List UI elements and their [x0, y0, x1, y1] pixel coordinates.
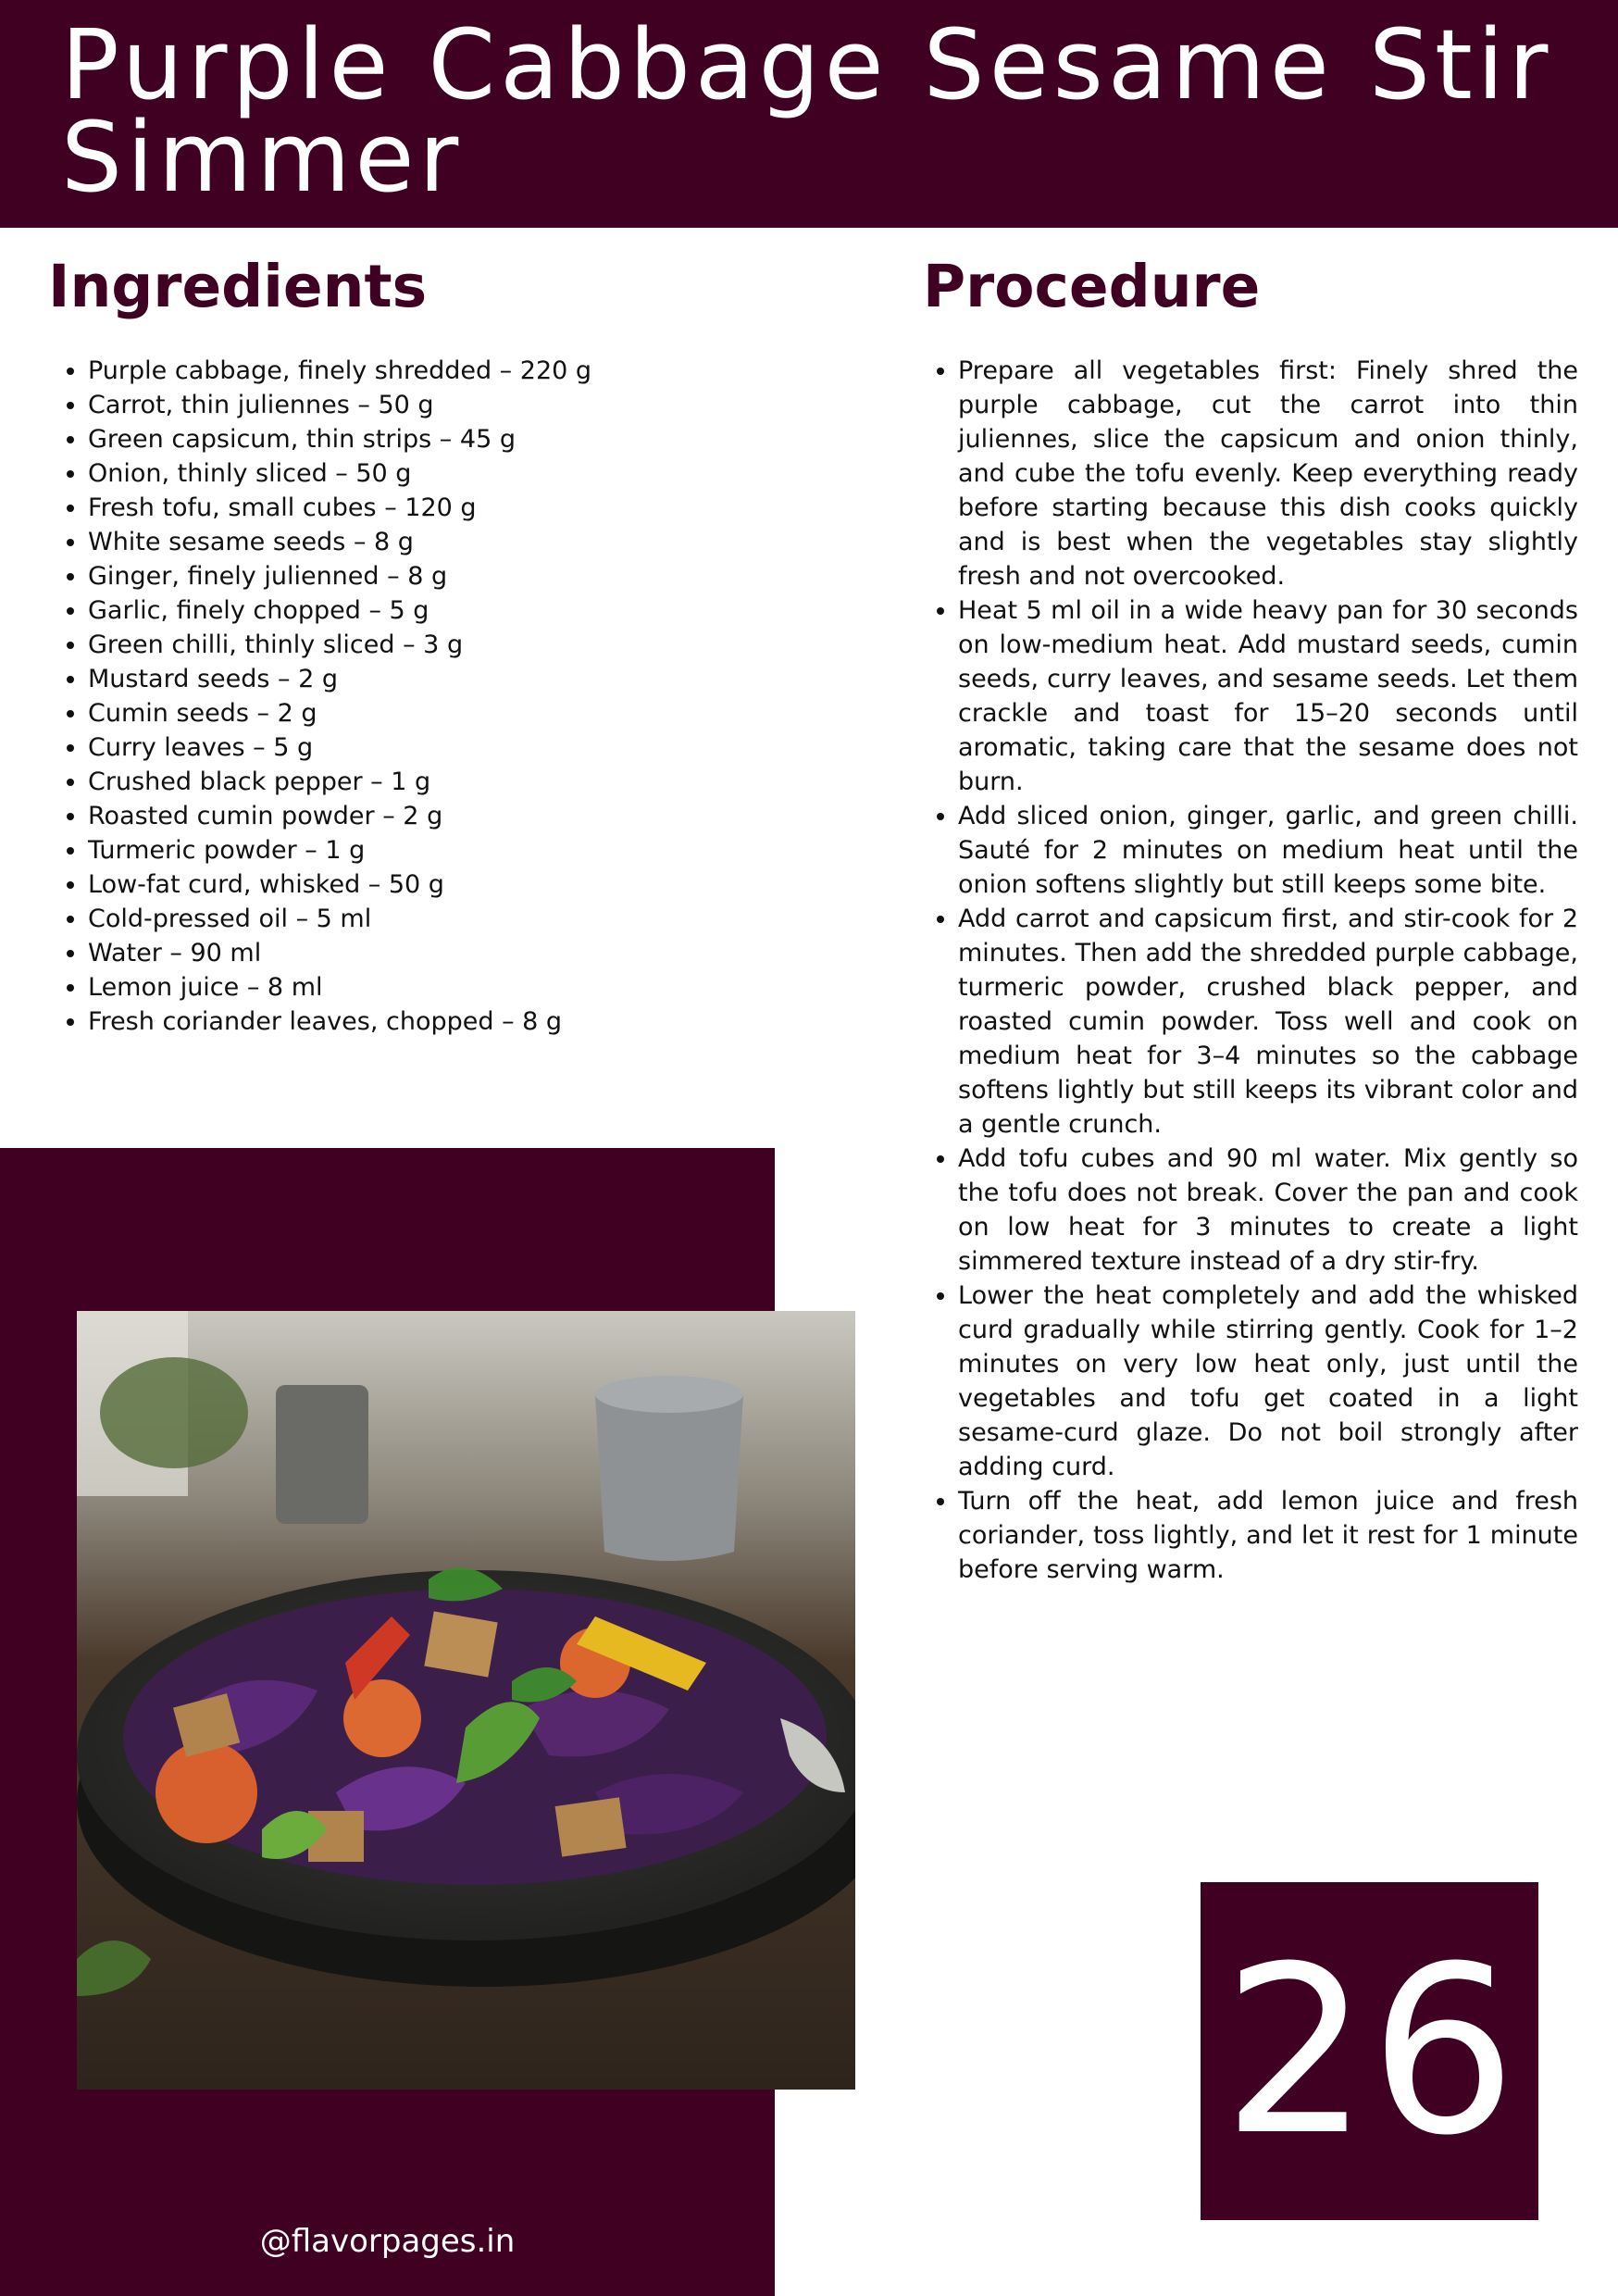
ingredient-item: • Fresh tofu, small cubes – 120 g: [88, 491, 680, 525]
ingredient-item: • Mustard seeds – 2 g: [88, 662, 680, 696]
procedure-step: • Heat 5 ml oil in a wide heavy pan for 30 seconds on low-medium heat. Add mustard seeds, cumin seeds, curry leaves, and sesame seeds. Let them crackle and toast for 15–20 seconds until aromatic, taking care that the sesame does not burn.: [958, 593, 1578, 799]
procedure-step: • Turn off the heat, add lemon juice and fresh coriander, toss lightly, and let it rest for 1 minute before serving warm.: [958, 1484, 1578, 1587]
ingredient-item: • Curry leaves – 5 g: [88, 730, 680, 765]
procedure-step: • Prepare all vegetables first: Finely shred the purple cabbage, cut the carrot into thin juliennes, slice the capsicum and onion thinly, and cube the tofu evenly. Keep everything ready before starting because this dish cooks quickly and is best when the vegetables stay slightly fresh and not overcooked.: [958, 354, 1578, 593]
ingredient-item: • Crushed black pepper – 1 g: [88, 765, 680, 799]
ingredient-item: • Green chilli, thinly sliced – 3 g: [88, 628, 680, 662]
ingredients-list: [48, 354, 680, 1039]
ingredient-item: • Turmeric powder – 1 g: [88, 833, 680, 867]
ingredient-item: • Roasted cumin powder – 2 g: [88, 799, 680, 833]
ingredient-item: • Cumin seeds – 2 g: [88, 696, 680, 730]
ingredient-item: • Water – 90 ml: [88, 936, 680, 970]
title-banner: [0, 0, 1618, 228]
ingredient-item: • Onion, thinly sliced – 50 g: [88, 456, 680, 491]
ingredient-item: • Lemon juice – 8 ml: [88, 970, 680, 1004]
ingredient-item: • Purple cabbage, finely shredded – 220 g: [88, 354, 680, 388]
procedure-step: • Add sliced onion, ginger, garlic, and green chilli. Sauté for 2 minutes on medium heat until the onion softens slightly but still keeps some bite.: [958, 799, 1578, 902]
dish-photo: [77, 1311, 855, 2090]
procedure-step: • Add carrot and capsicum first, and stir-cook for 2 minutes. Then add the shredded purple cabbage, turmeric powder, crushed black pepper, and roasted cumin powder. Toss well and cook on medium heat for 3–4 minutes so the cabbage softens lightly but still keeps its vibrant color and a gentle crunch.: [958, 902, 1578, 1142]
procedure-heading: Procedure: [923, 253, 1261, 320]
ingredients-heading: Ingredients: [48, 253, 428, 320]
page-number-box: [1201, 1882, 1538, 2220]
ingredient-item: • Garlic, finely chopped – 5 g: [88, 593, 680, 628]
ingredient-item: • Low-fat curd, whisked – 50 g: [88, 867, 680, 902]
recipe-title: Purple Cabbage Sesame Stir Simmer: [61, 8, 1553, 214]
procedure-step: • Lower the heat completely and add the whisked curd gradually while stirring gently. Cook for 1–2 minutes on very low heat only, just until the vegetables and tofu get coated in a light sesame-curd glaze. Do not boil strongly after adding curd.: [958, 1279, 1578, 1484]
ingredient-item: • Carrot, thin juliennes – 50 g: [88, 388, 680, 422]
social-handle: @flavorpages.in: [259, 2223, 516, 2260]
ingredient-item: • Green capsicum, thin strips – 45 g: [88, 422, 680, 456]
page-number: 26: [1222, 1915, 1517, 2186]
ingredient-item: • White sesame seeds – 8 g: [88, 525, 680, 559]
ingredient-item: • Ginger, finely julienned – 8 g: [88, 559, 680, 593]
procedure-step: • Add tofu cubes and 90 ml water. Mix gently so the tofu does not break. Cover the pan and cook on low heat for 3 minutes to create a light simmered texture instead of a dry stir-fry.: [958, 1142, 1578, 1279]
procedure-list: [918, 354, 1578, 1587]
ingredient-item: • Fresh coriander leaves, chopped – 8 g: [88, 1004, 680, 1039]
ingredient-item: • Cold-pressed oil – 5 ml: [88, 902, 680, 936]
